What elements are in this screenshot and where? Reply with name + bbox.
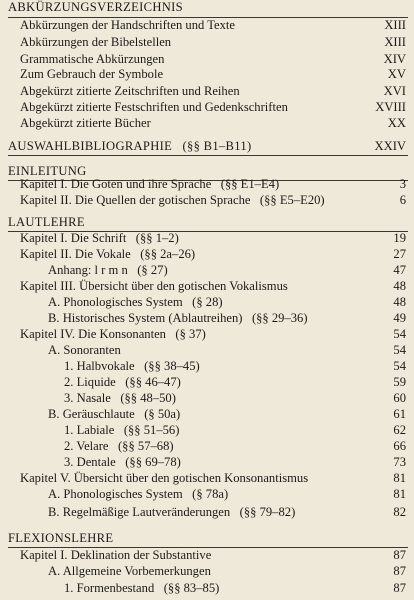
section-rule <box>8 155 408 156</box>
toc-entry[interactable]: A. Sonoranten 54 <box>48 343 406 357</box>
toc-entry[interactable]: Kapitel V. Übersicht über den gotischen Konsonantismus 81 <box>20 471 406 485</box>
toc-entry[interactable]: Kapitel II. Die Vokale (§§ 2a–26) 27 <box>20 247 406 261</box>
toc-entry[interactable]: A. Phonologisches System (§ 78a) 81 <box>48 487 406 501</box>
toc-entry[interactable]: A. Phonologisches System (§ 28) 48 <box>48 295 406 309</box>
toc-entry[interactable]: Kapitel III. Übersicht über den gotischen Vokalismus 48 <box>20 279 406 293</box>
toc-entry[interactable]: Grammatische Abkürzungen XIV <box>20 52 406 66</box>
toc-entry[interactable]: Abgekürzt zitierte Bücher XX <box>20 116 406 130</box>
toc-entry[interactable]: Kapitel I. Die Schrift (§§ 1–2) 19 <box>20 231 406 245</box>
toc-entry[interactable]: A. Allgemeine Vorbemerkungen 87 <box>48 564 406 578</box>
toc-entry[interactable]: Abkürzungen der Handschriften und Texte XIII <box>20 18 406 32</box>
toc-entry[interactable]: Abgekürzt zitierte Festschriften und Gedenkschriften XVIII <box>20 100 406 114</box>
toc-entry[interactable]: Zum Gebrauch der Symbole XV <box>20 67 406 81</box>
toc-entry-auswahlbibliographie[interactable]: AUSWAHLBIBLIOGRAPHIE (§§ B1–B11) XXIV <box>8 139 406 153</box>
section-heading-flexionslehre: FLEXIONSLEHRE <box>8 531 114 545</box>
toc-entry[interactable]: B. Historisches System (Ablautreihen) (§§ 29–36) 49 <box>48 311 406 325</box>
toc-entry[interactable]: 3. Nasale (§§ 48–50) 60 <box>64 391 406 405</box>
toc-entry[interactable]: 1. Labiale (§§ 51–56) 62 <box>64 423 406 437</box>
toc-entry[interactable]: 1. Formenbestand (§§ 83–85) 87 <box>64 581 406 595</box>
section-heading-einleitung: EINLEITUNG <box>8 164 87 178</box>
toc-entry[interactable]: 1. Halbvokale (§§ 38–45) 54 <box>64 359 406 373</box>
toc-entry[interactable]: Kapitel IV. Die Konsonanten (§ 37) 54 <box>20 327 406 341</box>
toc-entry[interactable]: Anhang: l r m n (§ 27) 47 <box>48 263 406 277</box>
toc-entry[interactable]: Kapitel II. Die Quellen der gotischen Sprache (§§ E5–E20) 6 <box>20 193 406 207</box>
toc-entry[interactable]: Abkürzungen der Bibelstellen XIII <box>20 35 406 49</box>
toc-entry[interactable]: B. Geräuschlaute (§ 50a) 61 <box>48 407 406 421</box>
toc-entry[interactable]: 3. Dentale (§§ 69–78) 73 <box>64 455 406 469</box>
toc-entry[interactable]: 2. Velare (§§ 57–68) 66 <box>64 439 406 453</box>
toc-entry[interactable]: B. Regelmäßige Lautveränderungen (§§ 79–82) 82 <box>48 505 406 519</box>
toc-entry[interactable]: 2. Liquide (§§ 46–47) 59 <box>64 375 406 389</box>
toc-entry[interactable]: Kapitel I. Die Goten und ihre Sprache (§§ E1–E4) 3 <box>20 177 406 191</box>
toc-entry[interactable]: Kapitel I. Deklination der Substantive 87 <box>20 548 406 562</box>
section-heading-abkuerzungen: ABKÜRZUNGSVERZEICHNIS <box>8 0 183 14</box>
section-heading-lautlehre: LAUTLEHRE <box>8 215 85 229</box>
toc-entry[interactable]: Abgekürzt zitierte Zeitschriften und Reihen XVI <box>20 84 406 98</box>
